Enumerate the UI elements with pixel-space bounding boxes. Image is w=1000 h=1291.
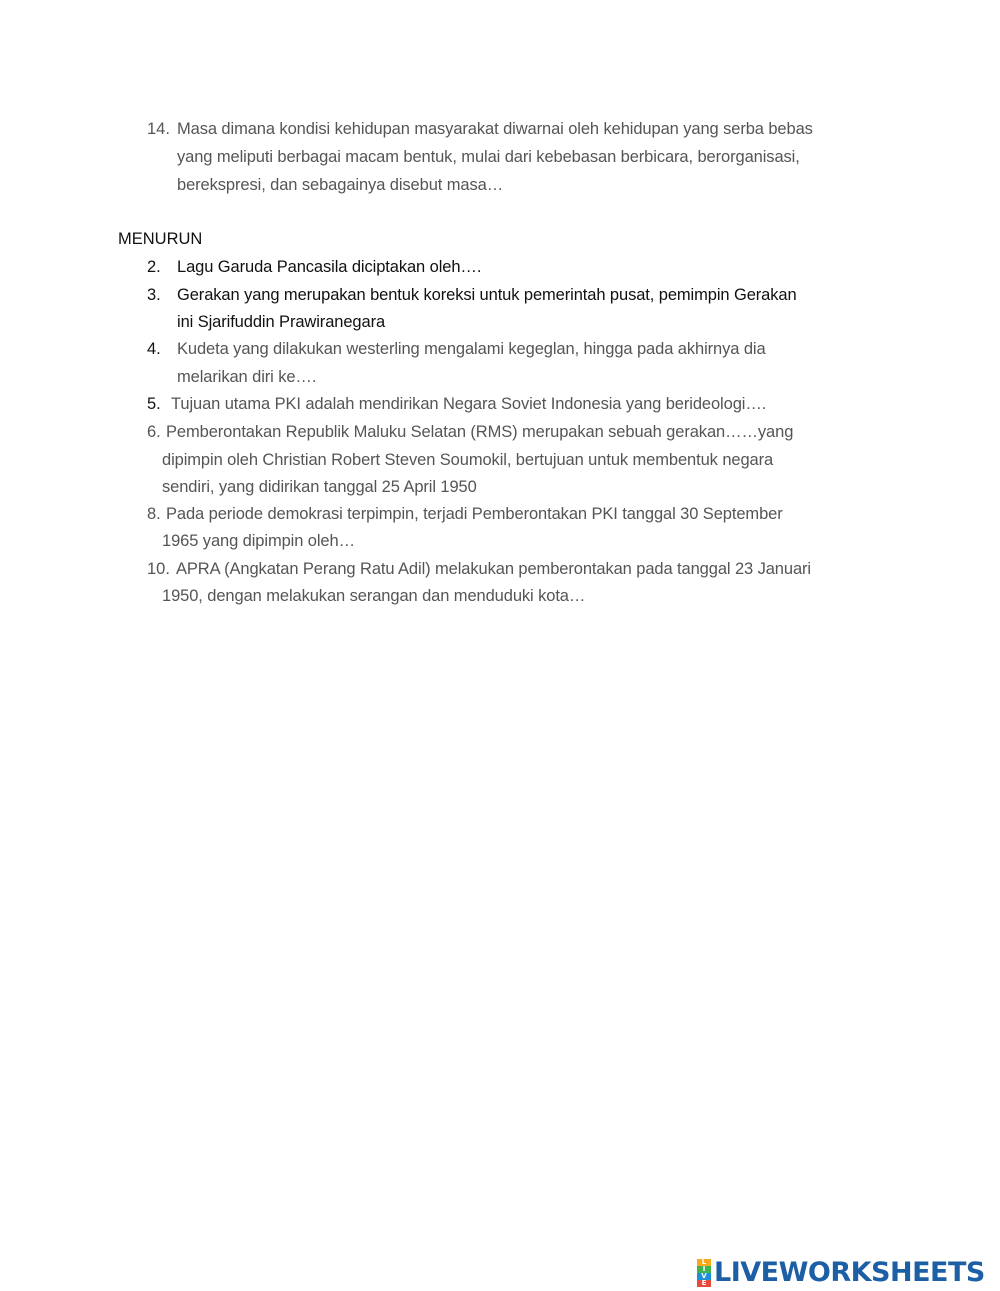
badge-letter: V	[697, 1273, 711, 1280]
question-text-line: 1950, dengan melakukan serangan dan menduduki kota…	[162, 587, 586, 605]
question-text-line: Masa dimana kondisi kehidupan masyarakat diwarnai oleh kehidupan yang serba bebas	[177, 120, 813, 138]
question-number: 5.	[147, 395, 161, 413]
badge-letter: I	[697, 1266, 711, 1273]
question-text-line: Pemberontakan Republik Maluku Selatan (RMS) merupakan sebuah gerakan……yang	[166, 423, 794, 441]
question-text-line: Kudeta yang dilakukan westerling mengalami kegeglan, hingga pada akhirnya dia	[177, 340, 766, 358]
question-number: 10.	[147, 560, 170, 578]
question-number: 4.	[147, 340, 161, 358]
question-number: 8.	[147, 505, 161, 523]
question-text-line: Pada periode demokrasi terpimpin, terjadi Pemberontakan PKI tanggal 30 September	[166, 505, 783, 523]
question-text-line: sendiri, yang didirikan tanggal 25 April 1950	[162, 478, 477, 496]
question-text-line: Tujuan utama PKI adalah mendirikan Negara Soviet Indonesia yang berideologi….	[171, 395, 767, 413]
badge-letter: E	[697, 1280, 711, 1287]
question-number: 14.	[147, 120, 170, 138]
question-number: 6.	[147, 423, 161, 441]
question-text-line: melarikan diri ke….	[177, 368, 317, 386]
question-text-line: ini Sjarifuddin Prawiranegara	[177, 313, 386, 331]
question-text-line: APRA (Angkatan Perang Ratu Adil) melakukan pemberontakan pada tanggal 23 Januari	[176, 560, 812, 578]
live-badge-icon	[697, 1259, 711, 1285]
menurun-heading: MENURUN	[118, 230, 203, 248]
question-number: 3.	[147, 286, 161, 304]
liveworksheets-logo	[697, 1257, 985, 1287]
logo-wordmark: LIVEWORKSHEETS	[714, 1256, 985, 1288]
question-text-line: Gerakan yang merupakan bentuk koreksi untuk pemerintah pusat, pemimpin Gerakan	[177, 286, 797, 304]
question-number: 2.	[147, 258, 161, 276]
question-text-line: Lagu Garuda Pancasila diciptakan oleh….	[177, 258, 482, 276]
badge-letter: L	[697, 1259, 711, 1266]
question-text-line: berekspresi, dan sebagainya disebut masa…	[177, 176, 504, 194]
question-text-line: yang meliputi berbagai macam bentuk, mulai dari kebebasan berbicara, berorganisasi,	[177, 148, 800, 166]
question-text-line: dipimpin oleh Christian Robert Steven Soumokil, bertujuan untuk membentuk negara	[162, 451, 774, 469]
question-text-line: 1965 yang dipimpin oleh…	[162, 532, 355, 550]
